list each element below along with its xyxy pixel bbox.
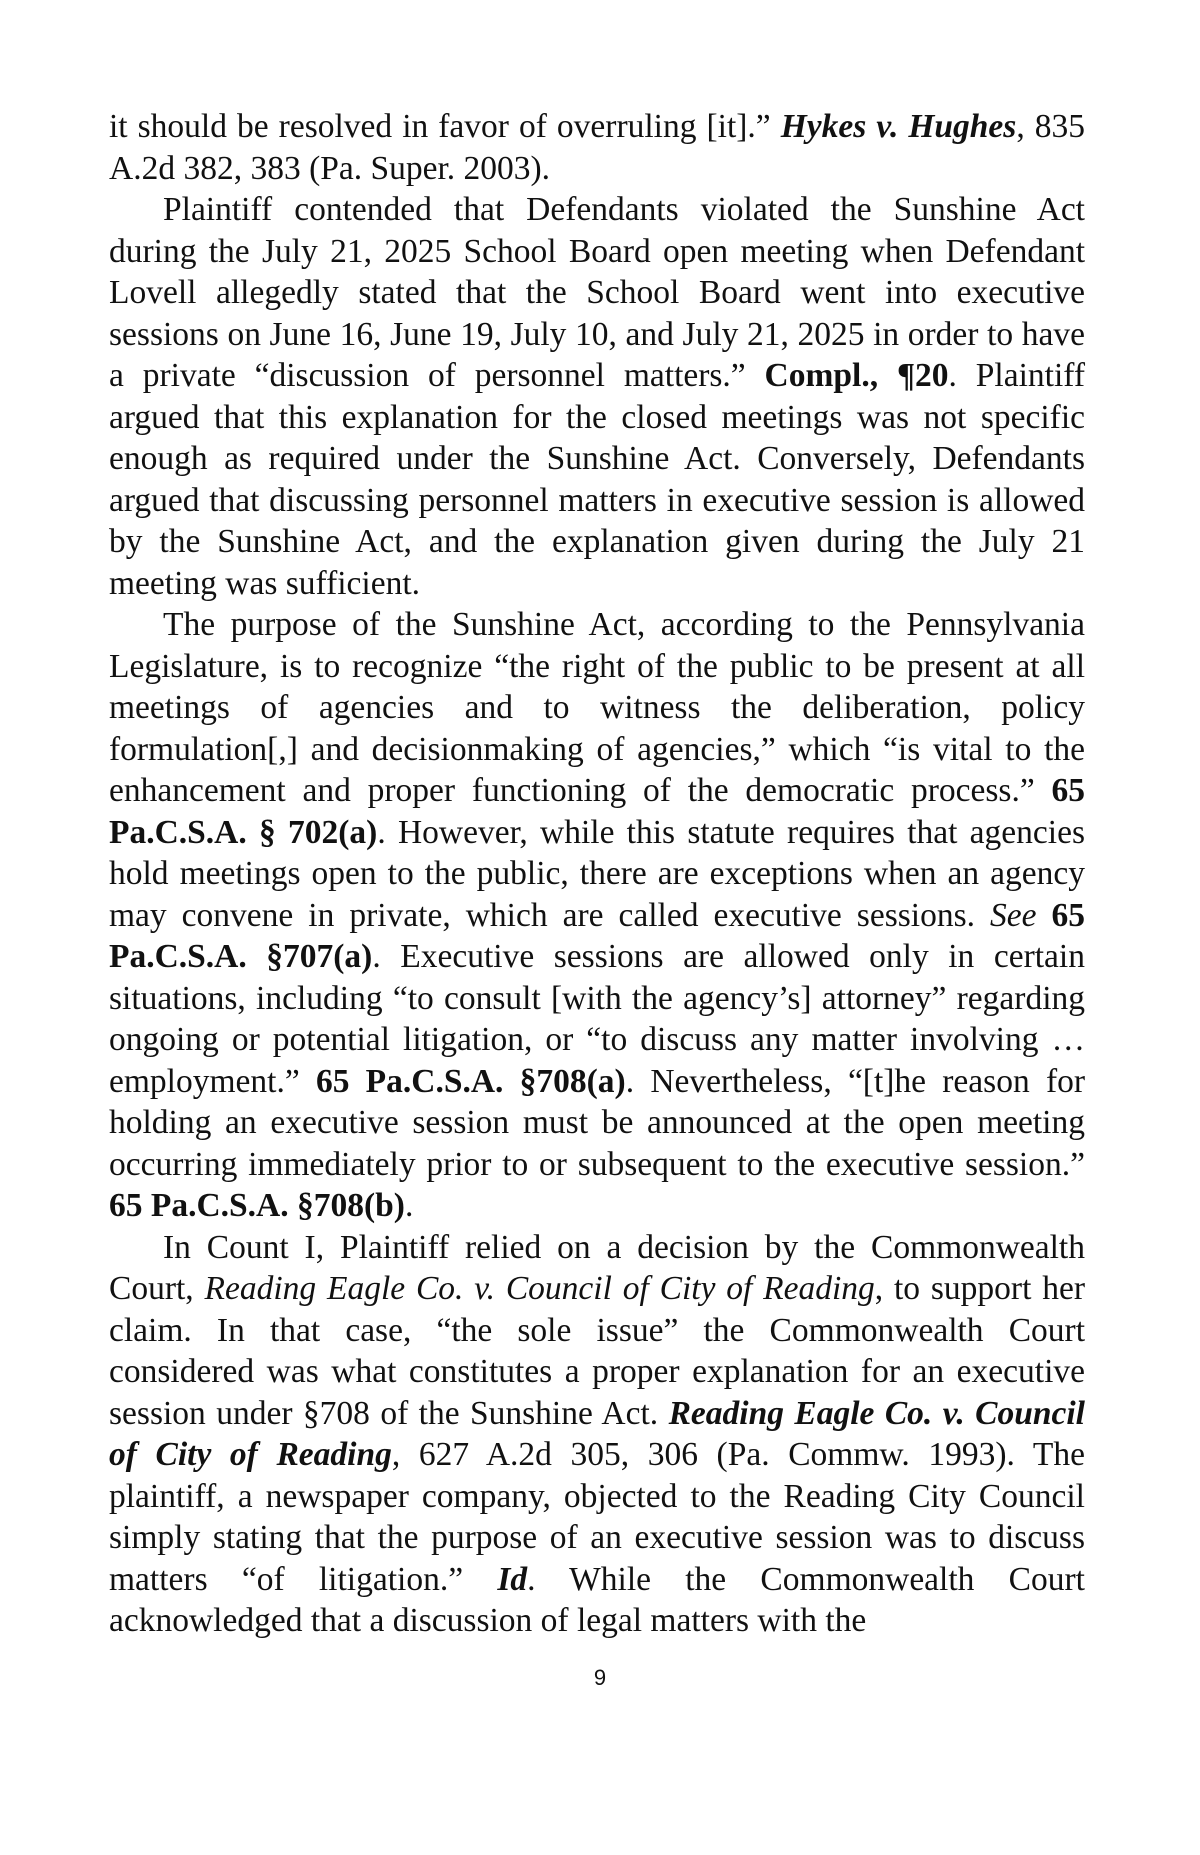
paragraph-text: Plaintiff contended that Defendants violated the Sunshine Act during the July 21, 2025 School Board open meeting when Defendant Lovell allegedly stated that the School Board went into executive sessions on June 16, June 19, July 10, and July 21, 2025 in order to have a private “discussion of personnel matters.”	[109, 191, 1085, 394]
page-number: 9	[593, 1665, 607, 1690]
paragraph-text	[1037, 897, 1052, 934]
statute-citation: 65 Pa.C.S.A. §708(b)	[109, 1187, 405, 1224]
statute-citation: 65 Pa.C.S.A. §707(a)	[109, 896, 1085, 975]
paragraph-plaintiff-contention	[109, 189, 1085, 604]
paragraph-text: . Executive sessions are allowed only in certain situations, including “to consult [with the agency’s] attorney” regarding ongoing or potential litigation, or “to discuss any matter involving … employment.”	[109, 938, 1085, 1100]
complaint-citation: Compl., ¶20	[764, 357, 949, 394]
paragraph-text: . Nevertheless, “[t]he reason for holding an executive session must be announced at the open meeting occurring immediately prior to or subsequent to the executive session.”	[109, 1062, 1085, 1183]
signal-see: See	[990, 896, 1037, 934]
paragraph-text: , 835 A.2d 382, 383 (Pa. Super. 2003).	[109, 108, 1085, 187]
case-name: Reading Eagle Co. v. Council of City of Reading	[204, 1270, 875, 1307]
paragraph-text: . While the Commonwealth Court acknowledged that a discussion of legal matters with the	[109, 1560, 1085, 1639]
paragraph-text: , to support her claim. In that case, “the sole issue” the Commonwealth Court considered was what constitutes a proper explanation for an executive session under §708 of the Sunshine Act.	[109, 1270, 1085, 1432]
paragraph-text: . Plaintiff argued that this explanation for the closed meetings was not specific enough as required under the Sunshine Act. Conversely, Defendants argued that discussing personnel matters in executive session is allowed by the Sunshine Act, and the explanation given during the July 21 meeting was sufficient.	[109, 357, 1085, 602]
case-citation: Reading Eagle Co. v. Council of City of Reading	[109, 1394, 1085, 1473]
statute-citation: 65 Pa.C.S.A. § 702(a)	[109, 772, 1085, 851]
paragraph-text: .	[404, 1187, 414, 1224]
id-citation: Id	[497, 1560, 528, 1598]
paragraph-text: In Count I, Plaintiff relied on a decision by the Commonwealth Court,	[109, 1228, 1085, 1307]
statute-citation: 65 Pa.C.S.A. §708(a)	[315, 1062, 626, 1100]
case-citation: Hykes v. Hughes	[780, 108, 1017, 145]
paragraph-sunshine-act-purpose	[109, 604, 1085, 1227]
paragraph-hykes-citation	[109, 106, 1085, 189]
paragraph-text: , 627 A.2d 305, 306 (Pa. Commw. 1993). The plaintiff, a newspaper company, objected to the Reading City Council simply stating that the purpose of an executive session was to discuss matters “of litigation.”	[109, 1436, 1085, 1598]
paragraph-count-one	[109, 1227, 1085, 1642]
paragraph-text: it should be resolved in favor of overruling [it].”	[109, 108, 781, 145]
paragraph-text: The purpose of the Sunshine Act, according to the Pennsylvania Legislature, is to recognize “the right of the public to be present at all meetings of agencies and to witness the deliberation, policy formulation[,] and decisionmaking of agencies,” which “is vital to the enhancement and proper functioning of the democratic process.”	[109, 606, 1085, 809]
paragraph-text: . However, while this statute requires that agencies hold meetings open to the public, there are exceptions when an agency may convene in private, which are called executive sessions.	[109, 813, 1085, 934]
document-body	[109, 106, 1085, 1642]
